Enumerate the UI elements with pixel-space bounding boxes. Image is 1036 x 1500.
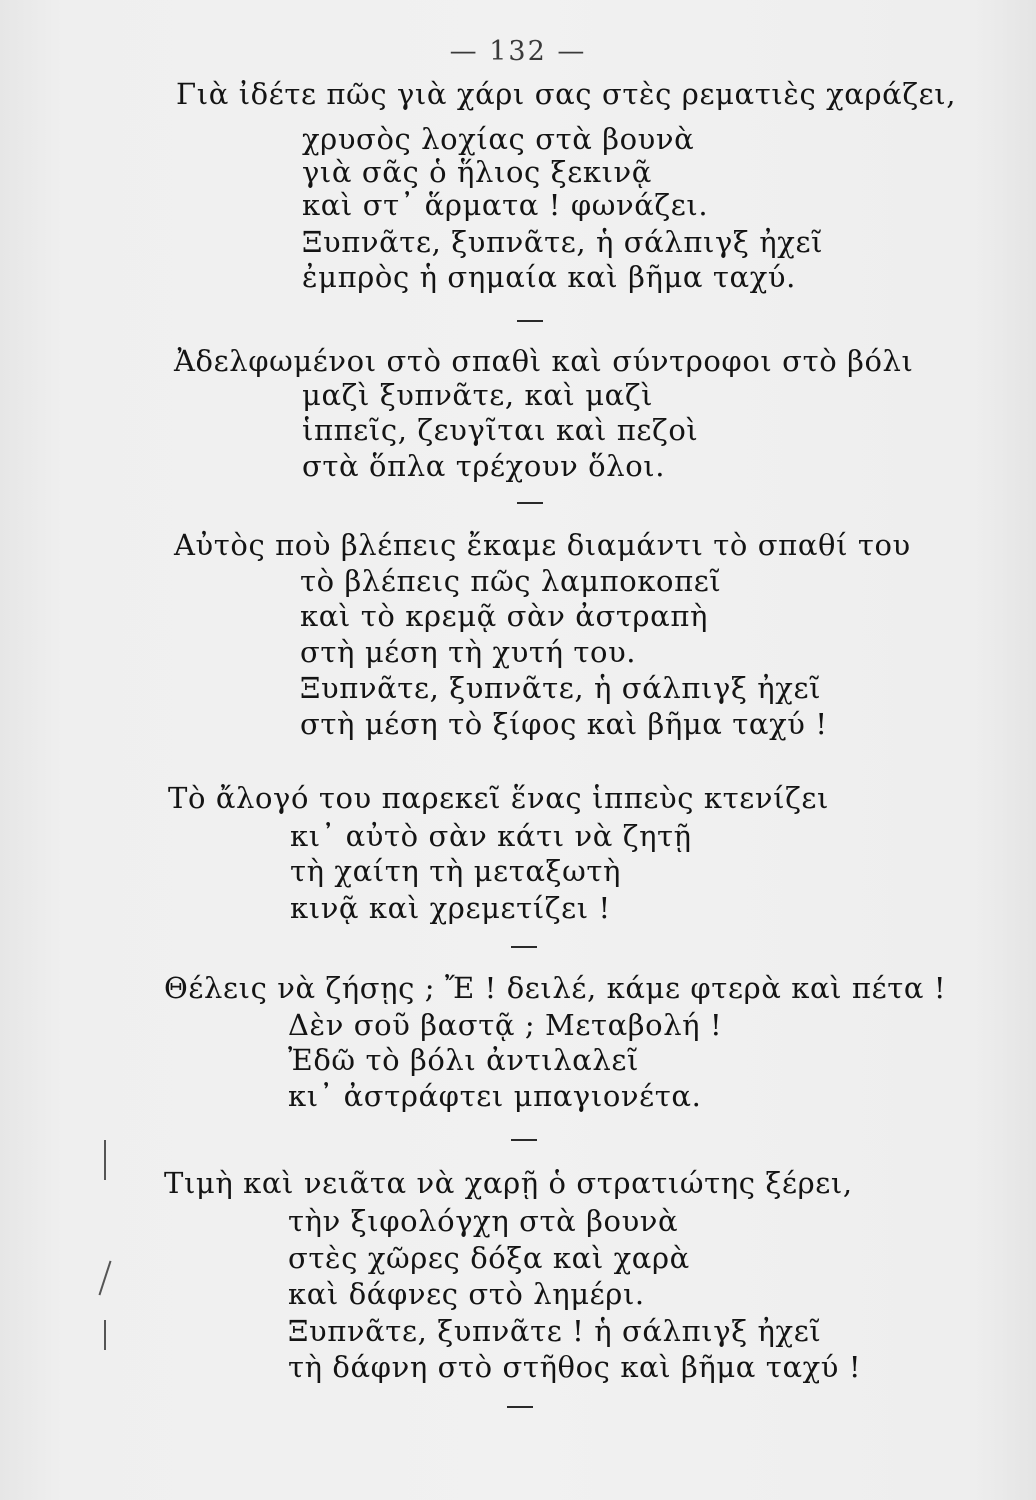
poem-line: κι᾽ ἀστράφτει μπαγιονέτα. [288, 1079, 702, 1113]
poem-line: Τιμὴ καὶ νειᾶτα νὰ χαρῇ ὁ στρατιώτης ξέρει, [164, 1166, 853, 1200]
poem-line: κι᾽ αὐτὸ σὰν κάτι νὰ ζητῇ [290, 819, 692, 853]
poem-line: καὶ τὸ κρεμᾷ σὰν ἀστραπὴ [300, 599, 708, 633]
margin-mark [104, 1320, 106, 1350]
poem-line: καὶ στ᾽ ἅρματα ! φωνάζει. [302, 188, 709, 222]
poem-line: Ἀδελφωμένοι στὸ σπαθὶ καὶ σύντροφοι στὸ βόλι [174, 344, 914, 378]
poem-line: Τὸ ἄλογό του παρεκεῖ ἕνας ἱππεὺς κτενίζει [168, 781, 829, 815]
stanza-divider [517, 320, 543, 322]
poem-line: στὴ μέση τὸ ξίφος καὶ βῆμα ταχύ ! [300, 707, 828, 741]
poem-line: στὲς χῶρες δόξα καὶ χαρὰ [288, 1241, 690, 1275]
poem-line: ἐμπρὸς ἡ σημαία καὶ βῆμα ταχύ. [302, 260, 796, 294]
poem-line: Ἐδῶ τὸ βόλι ἀντιλαλεῖ [288, 1043, 639, 1077]
stanza-divider [517, 502, 543, 504]
poem-line: ἱππεῖς, ζευγῖται καὶ πεζοὶ [302, 413, 699, 447]
poem-line: τὴ χαίτη τὴ μεταξωτὴ [290, 854, 621, 888]
margin-mark [104, 1140, 106, 1180]
stanza-divider [511, 946, 537, 948]
poem-line: Ξυπνᾶτε, ξυπνᾶτε, ἡ σάλπιγξ ἠχεῖ [300, 671, 822, 705]
poem-line: τὴ δάφνη στὸ στῆθος καὶ βῆμα ταχύ ! [288, 1350, 862, 1384]
poem-line: μαζὶ ξυπνᾶτε, καὶ μαζὶ [302, 378, 654, 412]
stanza-divider [511, 1139, 537, 1141]
poem-line: Θέλεις νὰ ζήσῃς ; Ἔ ! δειλέ, κάμε φτερὰ καὶ πέτα ! [164, 971, 947, 1005]
poem-line: στὰ ὅπλα τρέχουν ὅλοι. [302, 449, 666, 483]
poem-line: τὸ βλέπεις πῶς λαμποκοπεῖ [300, 564, 722, 598]
poem-line: γιὰ σᾶς ὁ ἥλιος ξεκινᾷ [302, 155, 652, 189]
stanza-divider [507, 1406, 533, 1408]
poem-line: κινᾷ καὶ χρεμετίζει ! [290, 891, 611, 925]
poem-line: Ξυπνᾶτε, ξυπνᾶτε ! ἡ σάλπιγξ ἠχεῖ [288, 1314, 822, 1348]
poem-line: Δὲν σοῦ βαστᾷ ; Μεταβολή ! [288, 1008, 723, 1042]
poem-line: Αὐτὸς ποὺ βλέπεις ἔκαμε διαμάντι τὸ σπαθί του [174, 528, 911, 562]
poem-line: Ξυπνᾶτε, ξυπνᾶτε, ἡ σάλπιγξ ἠχεῖ [302, 225, 824, 259]
poem-line: Γιὰ ἰδέτε πῶς γιὰ χάρι σας στὲς ρεματιὲς χαράζει, [176, 77, 957, 111]
poem-line: στὴ μέση τὴ χυτή του. [300, 635, 637, 669]
poem-line: καὶ δάφνες στὸ λημέρι. [288, 1277, 645, 1311]
poem-line: τὴν ξιφολόγχη στὰ βουνὰ [288, 1204, 679, 1238]
poem-line: χρυσὸς λοχίας στὰ βουνὰ [302, 122, 695, 156]
margin-mark [98, 1261, 111, 1296]
page-number: — 132 — [449, 36, 587, 67]
